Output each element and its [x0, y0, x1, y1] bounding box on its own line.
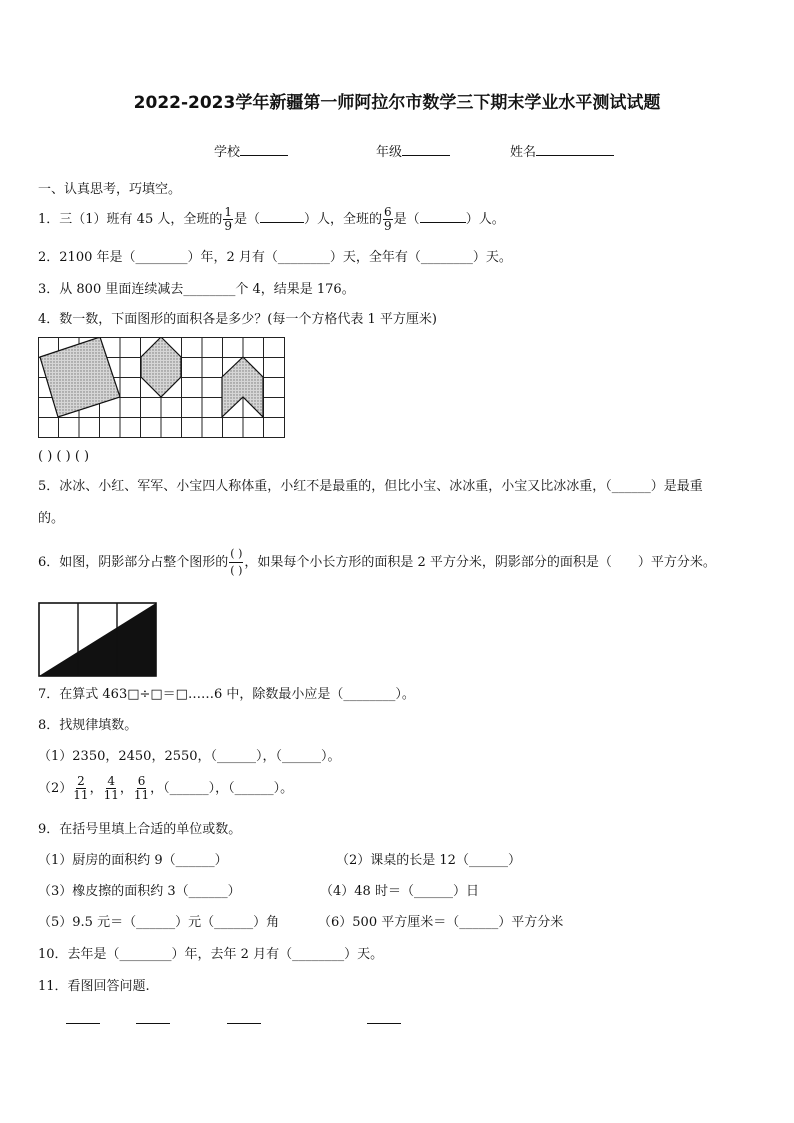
fraction-6-9: $\frac{6}{9}$ [384, 205, 392, 233]
shaded-triangle [39, 603, 156, 676]
fraction-2-11: $\frac{2}{11}$ [73, 774, 89, 802]
grade-field [376, 141, 450, 160]
answer-line-4 [367, 1023, 401, 1024]
fraction-4-11: $\frac{4}{11}$ [103, 774, 119, 802]
shaded-rectangle-figure [38, 602, 158, 678]
question-8-1: （1）2350，2450，2550，（______），（______）。 [38, 749, 341, 764]
question-5-line2: 的。 [38, 511, 65, 526]
question-9-item-5: （5）9.5 元＝（______）元（______）角 [38, 915, 280, 930]
question-11: 11．看图回答问题. [38, 979, 150, 994]
answer-line-2 [136, 1023, 170, 1024]
page-title: 2022-2023学年新疆第一师阿拉尔市数学三下期末学业水平测试试题 [133, 93, 661, 113]
name-label: 姓名 [510, 145, 537, 160]
answer-line-3 [227, 1023, 261, 1024]
question-9-item-2: （2）课桌的长是 12（______） [336, 853, 521, 868]
fraction-1-9: $\frac{1}{9}$ [224, 205, 232, 233]
question-8-2: （2） $\frac{2}{11}$ ， $\frac{4}{11}$ ， $\frac{6}{11}$ ，（______），（______）。 [38, 774, 294, 802]
tilted-square-shape [40, 337, 120, 417]
area-grid-figure [38, 337, 286, 440]
hexagon-shape [141, 337, 181, 397]
name-field [510, 141, 614, 160]
fraction-6-11: $\frac{6}{11}$ [133, 774, 150, 802]
question-2: 2．2100 年是（________）年，2 月有（________）天，全年有（________）天。 [38, 250, 512, 265]
question-5-line1: 5．冰冰、小红、军军、小宝四人称体重，小红不是最重的，但比小宝、冰冰重，小宝又比冰冰重，（______）是最重 [38, 479, 703, 494]
question-7: 7．在算式 463□÷□＝□……6 中，除数最小应是（________）。 [38, 687, 415, 702]
question-6: 6．如图，阴影部分占整个图形的 $\frac{( )}{( )}$ ，如果每个小长方形的面积是 2 平方分米，阴影部分的面积是（ ）平方分米。 [38, 547, 716, 577]
question-1: 1．三（1）班有 45 人，全班的 $\frac{1}{9}$ 是（ ）人，全班的 $\frac{6}{9}$ 是（ ）人。 [38, 205, 505, 233]
question-4: 4．数一数，下面图形的面积各是多少？(每一个方格代表 1 平方厘米) [38, 312, 437, 327]
section-heading: 一、认真思考，巧填空。 [38, 182, 182, 197]
question-9-item-1: （1）厨房的面积约 9（______） [38, 853, 228, 868]
school-field [214, 141, 288, 160]
question-9-item-3: （3）橡皮擦的面积约 3（______） [38, 884, 241, 899]
question-9: 9．在括号里填上合适的单位或数。 [38, 822, 242, 837]
question-10: 10．去年是（________）年，去年 2 月有（________）天。 [38, 947, 384, 962]
question-9-item-6: （6）500 平方厘米＝（______）平方分米 [318, 915, 564, 930]
school-label: 学校 [214, 145, 241, 160]
question-3: 3．从 800 里面连续减去________个 4，结果是 176。 [38, 282, 355, 297]
question-9-item-4: （4）48 时＝（______）日 [320, 884, 479, 899]
grade-label: 年级 [376, 145, 403, 160]
question-4-answers: ( ) ( ) ( ) [38, 449, 90, 464]
question-8: 8．找规律填数。 [38, 718, 138, 733]
fraction-blank: $\frac{( )}{( )}$ [230, 547, 243, 577]
answer-line-1 [66, 1023, 100, 1024]
